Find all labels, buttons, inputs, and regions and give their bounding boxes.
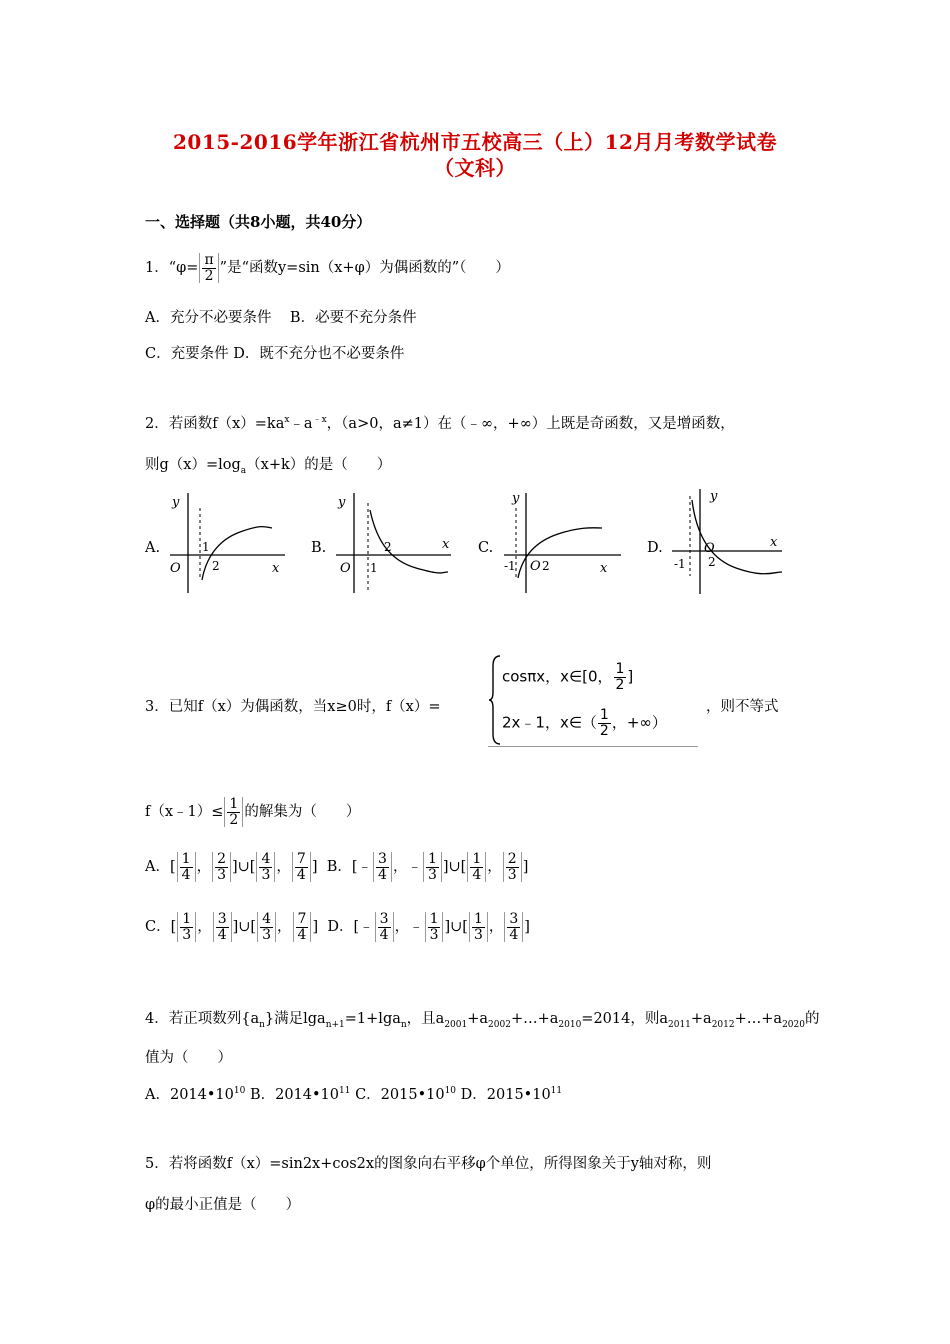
graph-label-b: B. <box>311 540 327 556</box>
option-d: D．既不充分也不必要条件 <box>233 346 405 362</box>
origin-label: O <box>340 561 351 576</box>
option-a: A．$2014•10^{10}$ <box>145 1086 246 1103</box>
question-1: 1．“φ= $\frac{\pi}{2}$ ”是“函数y=sin（x+φ）为偶函数的”（ ） <box>145 252 510 284</box>
fraction: $\frac{\pi}{2}$ <box>199 253 218 283</box>
question-4-line2: 值为（ ） <box>145 1050 232 1066</box>
x-axis-label: x <box>272 561 280 576</box>
graph-label-d: D. <box>647 540 663 556</box>
y-axis-label: y <box>338 495 346 510</box>
tick-label: 2 <box>384 540 392 554</box>
exam-title: 2015-2016学年浙江省杭州市五校高三（上）12月月考数学试卷 <box>173 130 777 154</box>
option-d: D．[﹣ $\frac{3}{4}$ ，﹣ $\frac{1}{3}$ ]∪[ $\frac{1}{3}$ ， $\frac{3}{4}$ ] <box>327 911 530 943</box>
question-5-line2: φ的最小正值是（ ） <box>145 1197 301 1213</box>
question-2-line1: 2．若函数$f(x)=ka^x﹣a^{﹣x}$，（a>0，a≠1）在（﹣∞，+∞）上既是奇函数，又是增函数， <box>145 415 735 432</box>
option-c: C．充要条件 <box>145 346 229 362</box>
y-axis-label: y <box>172 495 180 510</box>
option-c: C．$2015•10^{10}$ <box>350 1086 457 1103</box>
question-4-line1: 4．若正项数列$\{a_n\}$满足lga$_{n+1}$=1+lga$_n$，且$a_{2001}+a_{2002}+\dots+a_{2010}=2014$，则$a_{2011}+a_{2012}+\dots+a_{2020}$的 <box>145 1011 820 1030</box>
option-a: A．充分不必要条件 <box>145 310 272 326</box>
option-b: B．[﹣ $\frac{3}{4}$ ，﹣ $\frac{1}{3}$ ]∪[ $\frac{1}{4}$ ， $\frac{2}{3}$ ] <box>326 851 529 883</box>
tick-label: 2 <box>542 559 550 573</box>
graph-label-c: C. <box>478 540 494 556</box>
option-b: B．$2014•10^{11}$ <box>245 1086 351 1103</box>
origin-label: O <box>704 541 715 556</box>
graph-label-a: A. <box>145 540 161 556</box>
question-3-line2: f（x﹣1）≤ $\frac{1}{2}$ 的解集为（ ） <box>145 796 361 828</box>
x-axis-label: x <box>600 561 608 576</box>
y-axis-label: y <box>512 491 520 506</box>
piecewise-function <box>488 652 698 748</box>
option-c: C．[ $\frac{1}{3}$ ， $\frac{3}{4}$ ]∪[ $\frac{4}{3}$ ， $\frac{7}{4}$ ] <box>145 911 319 943</box>
tick-label: 1 <box>370 561 378 575</box>
graph-c <box>496 488 626 596</box>
option-d: D．$2015•10^{11}$ <box>456 1086 563 1103</box>
piece-2: 2x﹣1，x∈（ $\frac{1}{2}$ ，+∞） <box>502 707 667 739</box>
q4-options <box>145 1083 562 1104</box>
q1-options-row2 <box>145 342 404 363</box>
q3-options-row2 <box>145 912 530 942</box>
x-axis-label: x <box>770 535 778 550</box>
option-a: A．[ $\frac{1}{4}$ ， $\frac{2}{3}$ ]∪[ $\frac{4}{3}$ ， $\frac{7}{4}$ ] <box>145 851 318 883</box>
graph-a <box>160 488 290 596</box>
q1-options-row1 <box>145 306 417 327</box>
x-axis-label: x <box>442 537 450 552</box>
tick-label: 1 <box>202 540 210 554</box>
origin-label: O <box>530 559 541 574</box>
origin-label: O <box>170 561 181 576</box>
graph-b <box>326 488 456 596</box>
tick-label: 2 <box>708 555 716 569</box>
question-3-suffix: ，则不等式 <box>706 699 779 715</box>
q3-options-row1 <box>145 852 528 882</box>
question-3-prefix: 3．已知f（x）为偶函数，当x≥0时，f（x）= <box>145 699 441 715</box>
tick-label: -1 <box>504 559 516 573</box>
tick-label: -1 <box>674 557 686 571</box>
graph-d <box>664 484 788 596</box>
divider <box>488 746 698 747</box>
tick-label: 2 <box>212 559 220 573</box>
question-2-line2: 则$g(x)=\log_a(x+k)$的是（ ） <box>145 457 392 476</box>
piece-1: cosπx，x∈[0， $\frac{1}{2}$ ] <box>502 661 634 693</box>
option-b: B．必要不充分条件 <box>289 310 417 326</box>
y-axis-label: y <box>710 489 718 504</box>
question-5-line1: 5．若将函数f（x）=sin2x+cos2x的图象向右平移φ个单位，所得图象关于y轴对称，则 <box>145 1156 712 1172</box>
section-heading: 一、选择题（共8小题，共40分） <box>145 213 372 231</box>
exam-subtitle: （文科） <box>434 156 516 180</box>
